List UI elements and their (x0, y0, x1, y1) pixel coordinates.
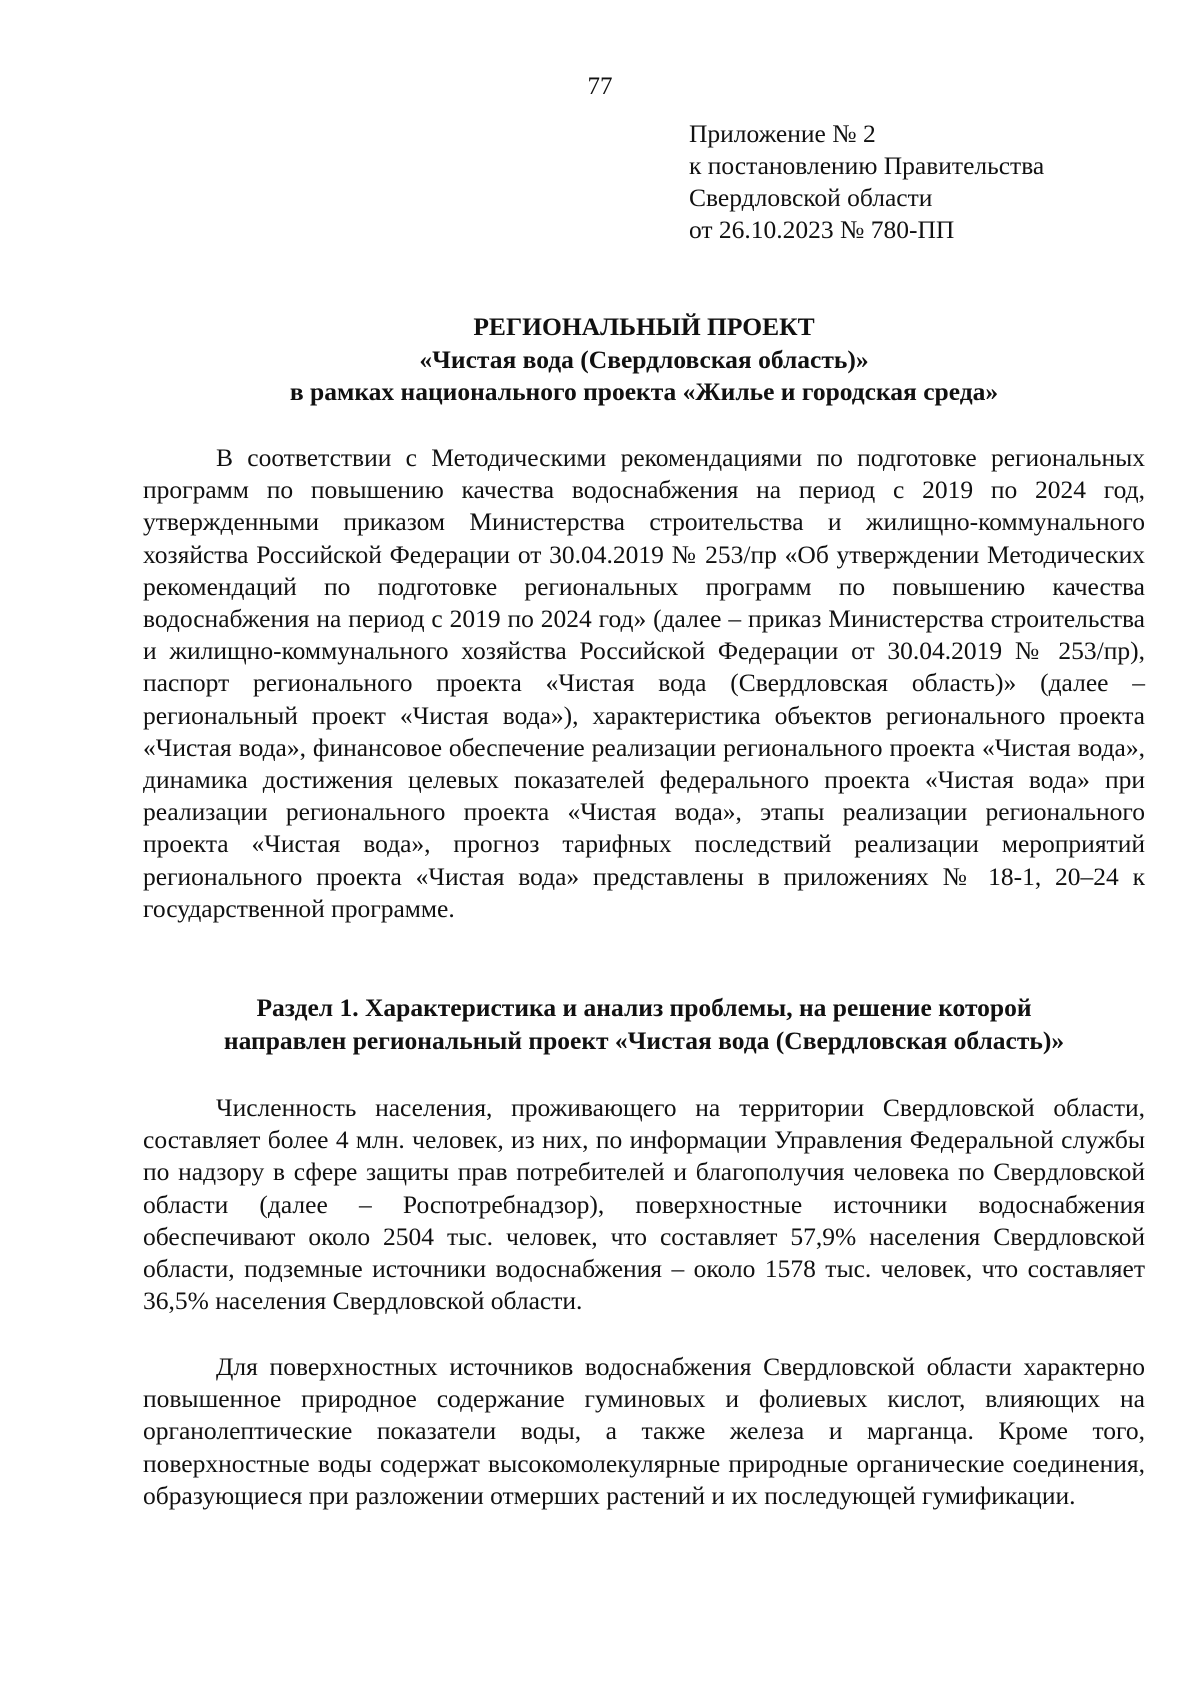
section-1-paragraph-surface-water: Для поверхностных источников водоснабжения Свердловской области характерно повышенное природное содержание гуминовых и фолиевых кислот, влияющих на органолептические показатели воды, а также железа и марганца. Кроме того, поверхностные воды содержат высокомолекулярные природные органические соединения, образующиеся при разложении отмерших растений и их последующей гумификации. (143, 1352, 1145, 1510)
intro-paragraph: В соответствии с Методическими рекомендациями по подготовке региональных программ по повышению качества водоснабжения на период с 2019 по 2024 год, утвержденными приказом Министерства строительства и жилищно-коммунального хозяйства Российской Федерации от 30.04.2019 № 253/пр «Об утверждении Методических рекомендаций по подготовке региональных программ по повышению качества водоснабжения на период с 2019 по 2024 год» (далее – приказ Министерства строительства и жилищно-коммунального хозяйства Российской Федерации от 30.04.2019 № 253/пр), паспорт регионального проекта «Чистая вода (Свердловская область)» (далее – региональный проект «Чистая вода»), характеристика объектов регионального проекта «Чистая вода», финансовое обеспечение реализации регионального проекта «Чистая вода», динамика достижения целевых показателей федерального проекта «Чистая вода» при реализации регионального проекта «Чистая вода», этапы реализации регионального проекта «Чистая вода», прогноз тарифных последствий реализации мероприятий регионального проекта «Чистая вода» представлены в приложениях № 18-1, 20–24 к государственной программе. (143, 443, 1145, 923)
appendix-line: Свердловской области (689, 183, 933, 212)
title-line: в рамках национального проекта «Жилье и городская среда» (289, 377, 999, 406)
section-heading-line: Раздел 1. Характеристика и анализ проблемы, на решение которой (256, 993, 1032, 1022)
section-1-heading (143, 992, 1145, 1057)
section-1-paragraph-population: Численность населения, проживающего на территории Свердловской области, составляет более 4 млн. человек, из них, по информации Управления Федеральной службы по надзору в сфере защиты прав потребителей и благополучия человека по Свердловской области (далее – Роспотребнадзор), поверхностные источники водоснабжения обеспечивают около 2504 тыс. человек, что составляет 57,9% населения Свердловской области, подземные источники водоснабжения – около 1578 тыс. человек, что составляет 36,5% населения Свердловской области. (143, 1093, 1145, 1316)
appendix-line: от 26.10.2023 № 780-ПП (689, 215, 955, 244)
page-number: 77 (587, 73, 613, 100)
title-line: «Чистая вода (Свердловская область)» (419, 344, 869, 374)
appendix-line: к постановлению Правительства (689, 151, 1045, 180)
appendix-line: Приложение № 2 (689, 119, 876, 148)
section-heading-line: направлен региональный проект «Чистая вода (Свердловская область)» (223, 1025, 1065, 1055)
title-line: РЕГИОНАЛЬНЫЙ ПРОЕКТ (473, 312, 815, 341)
appendix-reference (689, 118, 1159, 246)
document-title (143, 311, 1145, 409)
